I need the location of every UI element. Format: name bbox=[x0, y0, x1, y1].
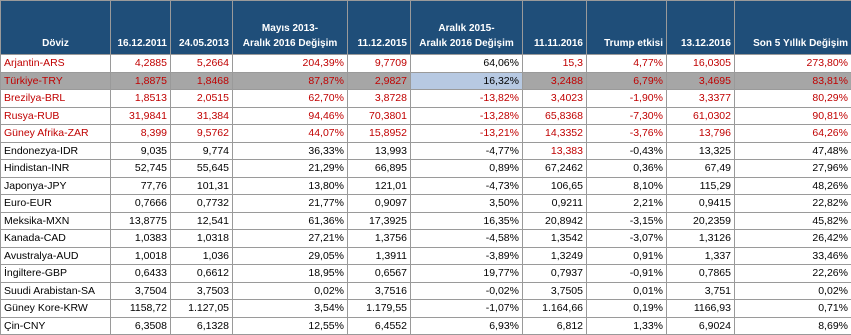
value-cell: 106,65 bbox=[523, 177, 587, 195]
currency-name-cell: Meksika-MXN bbox=[1, 212, 111, 230]
value-cell: 115,29 bbox=[667, 177, 735, 195]
value-cell: 27,21% bbox=[233, 230, 348, 248]
value-cell: 29,05% bbox=[233, 247, 348, 265]
table-row bbox=[1, 230, 851, 248]
table-row bbox=[1, 125, 851, 143]
value-cell: 70,3801 bbox=[348, 107, 411, 125]
table-row bbox=[1, 107, 851, 125]
value-cell: 9,5762 bbox=[171, 125, 233, 143]
value-cell: -4,77% bbox=[411, 142, 523, 160]
value-cell: 20,8942 bbox=[523, 212, 587, 230]
column-header bbox=[735, 1, 851, 55]
value-cell: -3,15% bbox=[587, 212, 667, 230]
value-cell: 65,8368 bbox=[523, 107, 587, 125]
value-cell: 8,10% bbox=[587, 177, 667, 195]
value-cell: 3,50% bbox=[411, 195, 523, 213]
value-cell: 1,0318 bbox=[171, 230, 233, 248]
value-cell: 1,0018 bbox=[111, 247, 171, 265]
value-cell: 1,8468 bbox=[171, 72, 233, 90]
value-cell: 2,9827 bbox=[348, 72, 411, 90]
value-cell: 31,9841 bbox=[111, 107, 171, 125]
table-row bbox=[1, 317, 851, 335]
value-cell: 3,8728 bbox=[348, 90, 411, 108]
table-row bbox=[1, 160, 851, 178]
header-row bbox=[1, 1, 851, 55]
value-cell: 4,77% bbox=[587, 55, 667, 73]
value-cell: -4,73% bbox=[411, 177, 523, 195]
value-cell: 3,7505 bbox=[523, 282, 587, 300]
column-header bbox=[411, 1, 523, 55]
value-cell: 1,3756 bbox=[348, 230, 411, 248]
value-cell: 3,54% bbox=[233, 300, 348, 318]
value-cell: 15,3 bbox=[523, 55, 587, 73]
value-cell: 67,2462 bbox=[523, 160, 587, 178]
value-cell: 44,07% bbox=[233, 125, 348, 143]
value-cell: -3,07% bbox=[587, 230, 667, 248]
currency-name-cell: Çin-CNY bbox=[1, 317, 111, 335]
value-cell: 13,80% bbox=[233, 177, 348, 195]
value-cell: 1.164,66 bbox=[523, 300, 587, 318]
value-cell: 55,645 bbox=[171, 160, 233, 178]
currency-name-cell: Avustralya-AUD bbox=[1, 247, 111, 265]
column-header bbox=[667, 1, 735, 55]
value-cell: -3,76% bbox=[587, 125, 667, 143]
value-cell: 18,95% bbox=[233, 265, 348, 283]
currency-name-cell: İngiltere-GBP bbox=[1, 265, 111, 283]
column-header bbox=[171, 1, 233, 55]
value-cell: 77,76 bbox=[111, 177, 171, 195]
value-cell: 6,1328 bbox=[171, 317, 233, 335]
value-cell: 16,32% bbox=[411, 72, 523, 90]
table-row bbox=[1, 212, 851, 230]
currency-name-cell: Güney Afrika-ZAR bbox=[1, 125, 111, 143]
value-cell: 66,895 bbox=[348, 160, 411, 178]
table-row bbox=[1, 142, 851, 160]
value-cell: 64,26% bbox=[735, 125, 851, 143]
value-cell: 20,2359 bbox=[667, 212, 735, 230]
header-line2: 16.12.2011 bbox=[118, 38, 168, 49]
column-header bbox=[587, 1, 667, 55]
header-line2: Trump etkisi bbox=[604, 38, 663, 49]
header-line2: Döviz bbox=[42, 38, 69, 49]
value-cell: 1,33% bbox=[587, 317, 667, 335]
value-cell: 5,2664 bbox=[171, 55, 233, 73]
value-cell: 1166,93 bbox=[667, 300, 735, 318]
currency-name-cell: Brezilya-BRL bbox=[1, 90, 111, 108]
value-cell: 0,01% bbox=[587, 282, 667, 300]
value-cell: 0,7732 bbox=[171, 195, 233, 213]
value-cell: 0,36% bbox=[587, 160, 667, 178]
value-cell: 2,0515 bbox=[171, 90, 233, 108]
value-cell: 3,2488 bbox=[523, 72, 587, 90]
value-cell: 8,69% bbox=[735, 317, 851, 335]
header-line2: 24.05.2013 bbox=[179, 38, 229, 49]
value-cell: 6,93% bbox=[411, 317, 523, 335]
value-cell: 87,87% bbox=[233, 72, 348, 90]
value-cell: 13,993 bbox=[348, 142, 411, 160]
currency-name-cell: Suudi Arabistan-SA bbox=[1, 282, 111, 300]
value-cell: 61,0302 bbox=[667, 107, 735, 125]
table-row bbox=[1, 300, 851, 318]
currency-name-cell: Arjantin-ARS bbox=[1, 55, 111, 73]
value-cell: 94,46% bbox=[233, 107, 348, 125]
value-cell: 3,3377 bbox=[667, 90, 735, 108]
value-cell: 52,745 bbox=[111, 160, 171, 178]
value-cell: 121,01 bbox=[348, 177, 411, 195]
value-cell: 0,7666 bbox=[111, 195, 171, 213]
header-line2: 11.12.2015 bbox=[358, 38, 408, 49]
value-cell: -7,30% bbox=[587, 107, 667, 125]
header-line2: Son 5 Yıllık Değişim bbox=[753, 38, 848, 49]
value-cell: 1,3249 bbox=[523, 247, 587, 265]
value-cell: 9,774 bbox=[171, 142, 233, 160]
value-cell: 0,6433 bbox=[111, 265, 171, 283]
value-cell: 1.127,05 bbox=[171, 300, 233, 318]
value-cell: -4,58% bbox=[411, 230, 523, 248]
table-row bbox=[1, 282, 851, 300]
currency-name-cell: Güney Kore-KRW bbox=[1, 300, 111, 318]
table-row bbox=[1, 72, 851, 90]
value-cell: 1,8513 bbox=[111, 90, 171, 108]
value-cell: 0,89% bbox=[411, 160, 523, 178]
value-cell: -13,28% bbox=[411, 107, 523, 125]
value-cell: 101,31 bbox=[171, 177, 233, 195]
value-cell: 12,55% bbox=[233, 317, 348, 335]
value-cell: 0,19% bbox=[587, 300, 667, 318]
table-row bbox=[1, 90, 851, 108]
value-cell: 61,36% bbox=[233, 212, 348, 230]
value-cell: 13,325 bbox=[667, 142, 735, 160]
value-cell: 6,812 bbox=[523, 317, 587, 335]
value-cell: 9,7709 bbox=[348, 55, 411, 73]
table-row bbox=[1, 55, 851, 73]
table-body bbox=[1, 55, 851, 335]
value-cell: 13,8775 bbox=[111, 212, 171, 230]
value-cell: 6,3508 bbox=[111, 317, 171, 335]
column-header bbox=[523, 1, 587, 55]
value-cell: 0,71% bbox=[735, 300, 851, 318]
value-cell: 6,4552 bbox=[348, 317, 411, 335]
currency-name-cell: Kanada-CAD bbox=[1, 230, 111, 248]
value-cell: 27,96% bbox=[735, 160, 851, 178]
value-cell: -13,21% bbox=[411, 125, 523, 143]
value-cell: 0,02% bbox=[735, 282, 851, 300]
value-cell: 47,48% bbox=[735, 142, 851, 160]
value-cell: 1.179,55 bbox=[348, 300, 411, 318]
value-cell: 0,02% bbox=[233, 282, 348, 300]
value-cell: 19,77% bbox=[411, 265, 523, 283]
value-cell: 62,70% bbox=[233, 90, 348, 108]
value-cell: 1,337 bbox=[667, 247, 735, 265]
currency-name-cell: Hindistan-INR bbox=[1, 160, 111, 178]
value-cell: -3,89% bbox=[411, 247, 523, 265]
currency-name-cell: Rusya-RUB bbox=[1, 107, 111, 125]
value-cell: -13,82% bbox=[411, 90, 523, 108]
value-cell: 31,384 bbox=[171, 107, 233, 125]
value-cell: 3,7516 bbox=[348, 282, 411, 300]
value-cell: 2,21% bbox=[587, 195, 667, 213]
value-cell: 0,91% bbox=[587, 247, 667, 265]
column-header bbox=[1, 1, 111, 55]
value-cell: 48,26% bbox=[735, 177, 851, 195]
header-line2: Aralık 2016 Değişim bbox=[419, 38, 514, 49]
value-cell: 3,4695 bbox=[667, 72, 735, 90]
value-cell: 26,42% bbox=[735, 230, 851, 248]
header-line2: 13.12.2016 bbox=[681, 38, 731, 49]
currency-name-cell: Türkiye-TRY bbox=[1, 72, 111, 90]
value-cell: 1158,72 bbox=[111, 300, 171, 318]
value-cell: 22,26% bbox=[735, 265, 851, 283]
value-cell: 0,6567 bbox=[348, 265, 411, 283]
column-header bbox=[348, 1, 411, 55]
value-cell: 6,79% bbox=[587, 72, 667, 90]
header-line1: Mayıs 2013- bbox=[262, 23, 318, 34]
value-cell: 16,35% bbox=[411, 212, 523, 230]
value-cell: 14,3352 bbox=[523, 125, 587, 143]
value-cell: -0,43% bbox=[587, 142, 667, 160]
value-cell: 3,7504 bbox=[111, 282, 171, 300]
value-cell: 64,06% bbox=[411, 55, 523, 73]
value-cell: 0,9415 bbox=[667, 195, 735, 213]
value-cell: 90,81% bbox=[735, 107, 851, 125]
value-cell: 1,3911 bbox=[348, 247, 411, 265]
value-cell: 21,29% bbox=[233, 160, 348, 178]
value-cell: 0,9097 bbox=[348, 195, 411, 213]
value-cell: 3,4023 bbox=[523, 90, 587, 108]
value-cell: 36,33% bbox=[233, 142, 348, 160]
value-cell: 0,9211 bbox=[523, 195, 587, 213]
value-cell: 3,7503 bbox=[171, 282, 233, 300]
table-row bbox=[1, 247, 851, 265]
header-line2: Aralık 2016 Değişim bbox=[243, 38, 338, 49]
value-cell: 0,7937 bbox=[523, 265, 587, 283]
value-cell: -1,07% bbox=[411, 300, 523, 318]
value-cell: 4,2885 bbox=[111, 55, 171, 73]
value-cell: 13,383 bbox=[523, 142, 587, 160]
table-row bbox=[1, 177, 851, 195]
value-cell: 0,6612 bbox=[171, 265, 233, 283]
value-cell: 80,29% bbox=[735, 90, 851, 108]
value-cell: 8,399 bbox=[111, 125, 171, 143]
header-line2: 11.11.2016 bbox=[534, 38, 583, 49]
column-header bbox=[233, 1, 348, 55]
table-row bbox=[1, 195, 851, 213]
value-cell: 12,541 bbox=[171, 212, 233, 230]
value-cell: 83,81% bbox=[735, 72, 851, 90]
value-cell: 33,46% bbox=[735, 247, 851, 265]
value-cell: 1,036 bbox=[171, 247, 233, 265]
value-cell: -0,91% bbox=[587, 265, 667, 283]
value-cell: 22,82% bbox=[735, 195, 851, 213]
header-line1: Aralık 2015- bbox=[438, 23, 494, 34]
column-header bbox=[111, 1, 171, 55]
currency-name-cell: Endonezya-IDR bbox=[1, 142, 111, 160]
value-cell: 15,8952 bbox=[348, 125, 411, 143]
value-cell: 13,796 bbox=[667, 125, 735, 143]
value-cell: 67,49 bbox=[667, 160, 735, 178]
currency-name-cell: Japonya-JPY bbox=[1, 177, 111, 195]
value-cell: 204,39% bbox=[233, 55, 348, 73]
value-cell: 45,82% bbox=[735, 212, 851, 230]
value-cell: -1,90% bbox=[587, 90, 667, 108]
value-cell: 21,77% bbox=[233, 195, 348, 213]
table-row bbox=[1, 265, 851, 283]
value-cell: 1,0383 bbox=[111, 230, 171, 248]
currency-name-cell: Euro-EUR bbox=[1, 195, 111, 213]
value-cell: 9,035 bbox=[111, 142, 171, 160]
value-cell: 16,0305 bbox=[667, 55, 735, 73]
value-cell: -0,02% bbox=[411, 282, 523, 300]
value-cell: 1,8875 bbox=[111, 72, 171, 90]
value-cell: 273,80% bbox=[735, 55, 851, 73]
value-cell: 3,751 bbox=[667, 282, 735, 300]
value-cell: 6,9024 bbox=[667, 317, 735, 335]
value-cell: 1,3542 bbox=[523, 230, 587, 248]
value-cell: 1,3126 bbox=[667, 230, 735, 248]
value-cell: 0,7865 bbox=[667, 265, 735, 283]
value-cell: 17,3925 bbox=[348, 212, 411, 230]
